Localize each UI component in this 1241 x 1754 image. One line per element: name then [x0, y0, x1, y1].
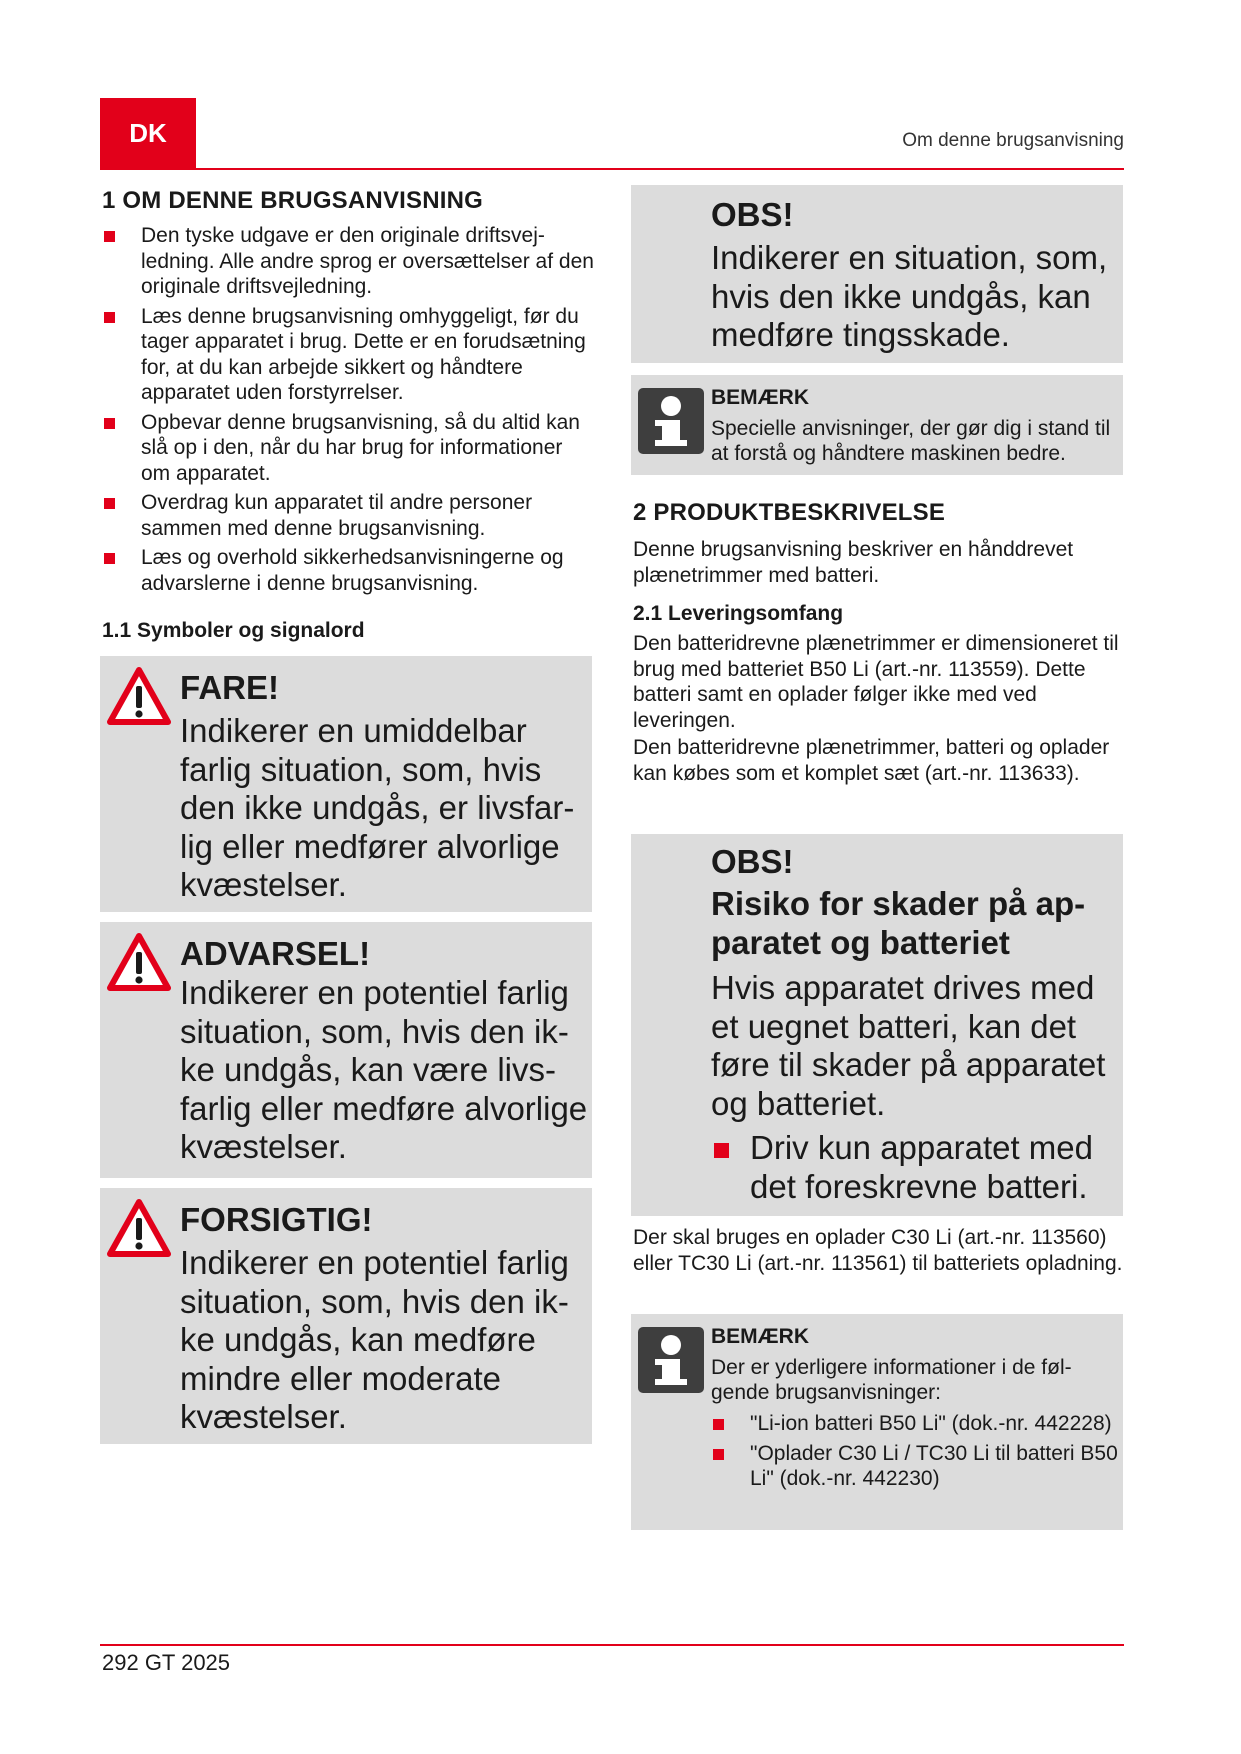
- note-box: [631, 375, 1123, 475]
- warning-title: ADVARSEL!: [180, 935, 371, 972]
- note-2-list: [711, 1411, 1119, 1492]
- delivery-paragraph: Den batteridrevne plænetrimmer er dimensioneret til brug med batteriet B50 Li (art.-nr. 113559). Dette batteri samt en oplader følger ikke med ved leveringen.: [633, 632, 1119, 732]
- caution-title: FORSIGTIG!: [180, 1201, 373, 1238]
- caution-box: [100, 1188, 592, 1444]
- danger-title: FARE!: [180, 669, 279, 706]
- charger-paragraph: Der skal bruges en oplader C30 Li (art.-nr. 113560) eller TC30 Li (art.-nr. 113561) til batteriets opladning.: [633, 1226, 1123, 1275]
- note-title: BEMÆRK: [711, 386, 809, 409]
- header-rule: [100, 168, 1124, 170]
- list-item: "Oplader C30 Li / TC30 Li til batteri B50 Li" (dok.-nr. 442230): [711, 1441, 1119, 1492]
- battery-notice-text: Hvis apparatet drives med et uegnet batteri, kan det føre til skader på apparatet og batteriet.: [711, 969, 1106, 1122]
- section-2-heading: 2 PRODUKTBESKRIVELSE: [633, 499, 946, 526]
- list-item: Driv kun apparatet med det foreskrevne batteri.: [711, 1129, 1119, 1206]
- warning-triangle-icon: [106, 666, 172, 728]
- battery-notice-title: OBS!: [711, 843, 794, 880]
- warning-box: [100, 922, 592, 1178]
- note-2-title: BEMÆRK: [711, 1325, 809, 1348]
- danger-text: Indikerer en umiddelbar farlig situation, som, hvis den ikke undgås, er livsfarlig eller medfører alvorlige kvæstelser.: [180, 712, 575, 903]
- list-item: "Li-ion batteri B50 Li" (dok.-nr. 442228): [711, 1411, 1119, 1437]
- notice-box: [631, 185, 1123, 363]
- battery-notice-box: [631, 834, 1123, 1216]
- section-2-1: [633, 602, 1125, 786]
- section-2-intro: Denne brugsanvisning beskriver en hånddrevet plænetrimmer med batteri.: [633, 538, 1074, 587]
- warning-triangle-icon: [106, 1198, 172, 1260]
- section-1: [102, 187, 594, 600]
- info-icon: [638, 388, 704, 454]
- list-item: Overdrag kun apparatet til andre personer sammen med denne brugsanvisning.: [102, 490, 594, 541]
- list-item: Læs denne brugsanvisning omhyggeligt, før du tager apparatet i brug. Dette er en forudsætning for, at du kan arbejde sikkert og håndtere apparatet uden forstyrrelser.: [102, 304, 594, 406]
- notice-text: Indikerer en situation, som, hvis den ikke undgås, kan medføre tingsskade.: [711, 239, 1108, 353]
- section-2-1-heading: 2.1 Leveringsomfang: [633, 602, 844, 625]
- footer-rule: [100, 1644, 1124, 1646]
- warning-triangle-icon: [106, 932, 172, 994]
- section-1-list: [102, 223, 594, 596]
- section-1-1-heading: 1.1 Symboler og signalord: [102, 619, 365, 642]
- battery-notice-list: [711, 1129, 1119, 1206]
- notice-title: OBS!: [711, 196, 794, 233]
- danger-box: [100, 656, 592, 912]
- set-paragraph: Den batteridrevne plænetrimmer, batteri og oplader kan købes som et komplet sæt (art.-nr. 113633).: [633, 736, 1110, 785]
- warning-text: Indikerer en potentiel farlig situation, som, hvis den ikke undgås, kan være livsfarlig eller medføre alvorlige kvæstelser.: [180, 974, 588, 1165]
- caution-text: Indikerer en potentiel farlig situation, som, hvis den ikke undgås, kan medføre mindre eller moderate kvæstelser.: [180, 1244, 569, 1435]
- note-box-2: [631, 1314, 1123, 1530]
- list-item: Opbevar denne brugsanvisning, så du altid kan slå op i den, når du har brug for informationer om apparatet.: [102, 410, 594, 487]
- list-item: Læs og overhold sikkerhedsanvisningerne og advarslerne i denne brugsanvisning.: [102, 545, 594, 596]
- note-text: Specielle anvisninger, der gør dig i stand til at forstå og håndtere maskinen bedre.: [711, 417, 1111, 465]
- list-item: Den tyske udgave er den originale driftsvejledning. Alle andre sprog er oversættelser af den originale driftsvejledning.: [102, 223, 594, 300]
- note-2-text: Der er yderligere informationer i de følgende brugsanvisninger:: [711, 1356, 1072, 1404]
- section-1-heading: 1 OM DENNE BRUGSANVISNING: [102, 187, 484, 214]
- header-title: Om denne brugsanvisning: [902, 130, 1124, 151]
- page-footer: 292 GT 2025: [102, 1650, 231, 1675]
- info-icon: [638, 1327, 704, 1393]
- section-2: [633, 499, 1125, 588]
- battery-notice-subtitle: Risiko for skader på apparatet og batteriet: [711, 885, 1086, 961]
- language-tab: DK: [100, 98, 196, 168]
